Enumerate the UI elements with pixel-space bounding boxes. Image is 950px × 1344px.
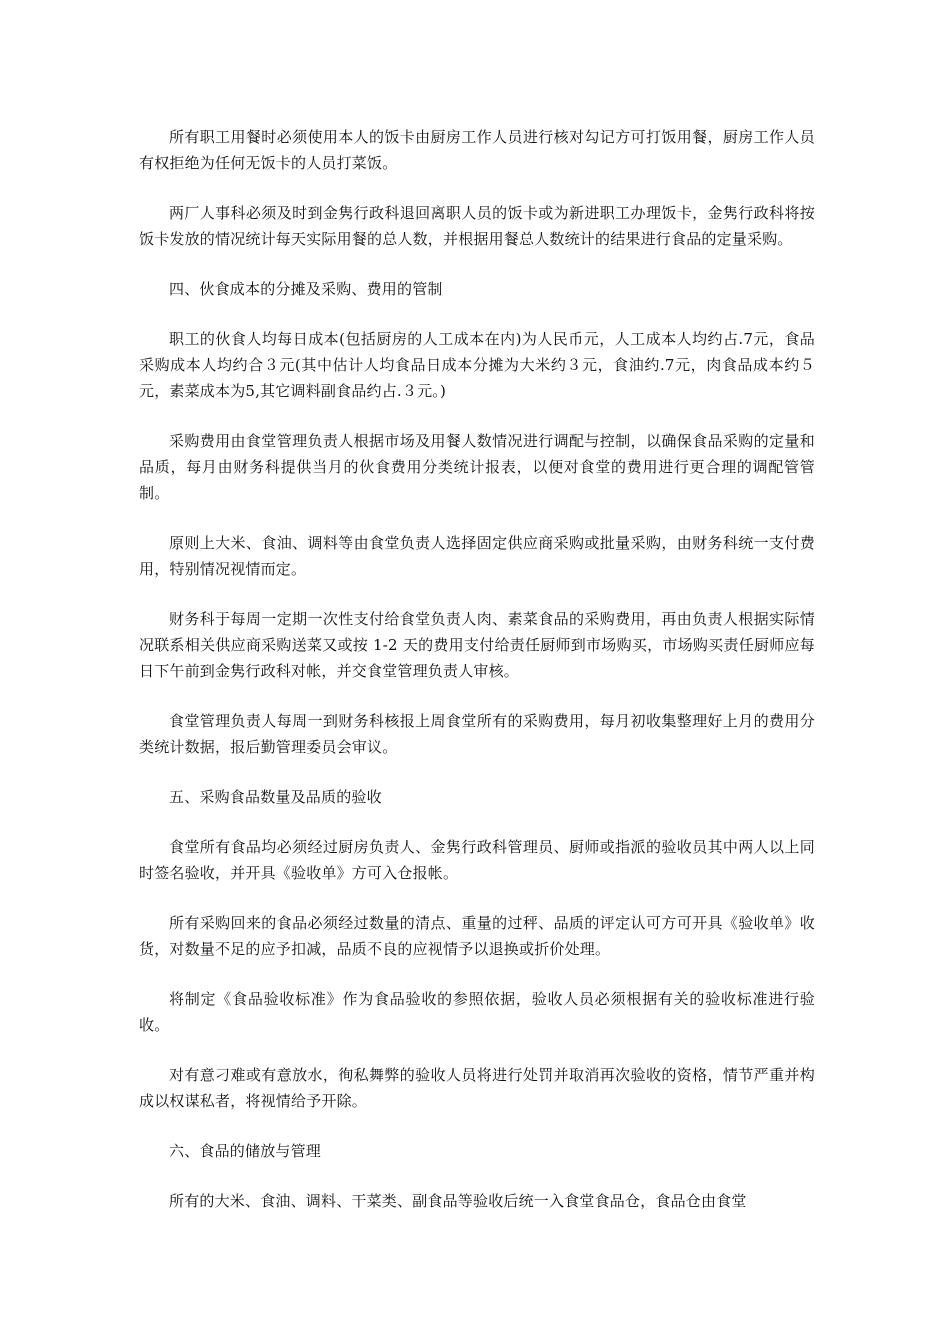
paragraph-inspection-process: 所有采购回来的食品必须经过数量的清点、重量的过秤、品质的评定认可方可开具《验收单》收货，对数量不足的应予扣减，品质不良的应视情予以退换或折价处理。: [139, 914, 815, 958]
paragraph-meal-card-issuance: 两厂人事科必须及时到金隽行政科退回离职人员的饭卡或为新进职工办理饭卡，金隽行政科将按饭卡发放的情况统计每天实际用餐的总人数，并根据用餐总人数统计的结果进行食品的定量采购。: [139, 204, 815, 248]
paragraph-inspection-signature: 食堂所有食品均必须经过厨房负责人、金隽行政科管理员、厨师或指派的验收员其中两人以上同时签名验收，并开具《验收单》方可入仓报帐。: [139, 838, 815, 882]
paragraph-bulk-purchase: 原则上大米、食油、调料等由食堂负责人选择固定供应商采购或批量采购，由财务科统一支付费用，特别情况视情而定。: [139, 534, 815, 578]
document-body: [139, 124, 815, 1238]
paragraph-purchase-control: 采购费用由食堂管理负责人根据市场及用餐人数情况进行调配与控制，以确保食品采购的定量和品质，每月由财务科提供当月的伙食费用分类统计报表，以便对食堂的费用进行更合理的调配管管制。: [139, 432, 815, 502]
paragraph-weekly-payment: 财务科于每周一定期一次性支付给食堂负责人肉、素菜食品的采购费用，再由负责人根据实际情况联系相关供应商采购送菜又或按 1-2 天的费用支付给责任厨师到市场购买，市场购买责任厨师应每日下午前到金隽行政科对帐，并交食堂管理负责人审核。: [139, 610, 815, 680]
section-heading-storage: 六、食品的储放与管理: [169, 1142, 322, 1160]
section-heading-cost-allocation: 四、伙食成本的分摊及采购、费用的管制: [169, 280, 443, 298]
paragraph-storage: 所有的大米、食油、调料、干菜类、副食品等验收后统一入食堂食品仓，食品仓由食堂: [169, 1192, 747, 1210]
paragraph-inspection-standard: 将制定《食品验收标准》作为食品验收的参照依据，验收人员必须根据有关的验收标准进行验收。: [139, 990, 815, 1034]
paragraph-daily-cost: 职工的伙食人均每日成本(包括厨房的人工成本在内)为人民币元，人工成本人均约占.7元，食品采购成本人均约合３元(其中估计人均食品日成本分摊为大米约３元，食油约.7元，肉食品成本约５元，素菜成本为5,其它调料副食品约占.３元。): [139, 330, 815, 400]
paragraph-weekly-report: 食堂管理负责人每周一到财务科核报上周食堂所有的采购费用，每月初收集整理好上月的费用分类统计数据，报后勤管理委员会审议。: [139, 712, 815, 756]
paragraph-inspection-penalty: 对有意刁难或有意放水，徇私舞弊的验收人员将进行处罚并取消再次验收的资格，情节严重并构成以权谋私者，将视情给予开除。: [139, 1066, 815, 1110]
section-heading-inspection: 五、采购食品数量及品质的验收: [169, 788, 382, 806]
paragraph-meal-card-check: 所有职工用餐时必须使用本人的饭卡由厨房工作人员进行核对勾记方可打饭用餐，厨房工作人员有权拒绝为任何无饭卡的人员打菜饭。: [139, 128, 815, 172]
